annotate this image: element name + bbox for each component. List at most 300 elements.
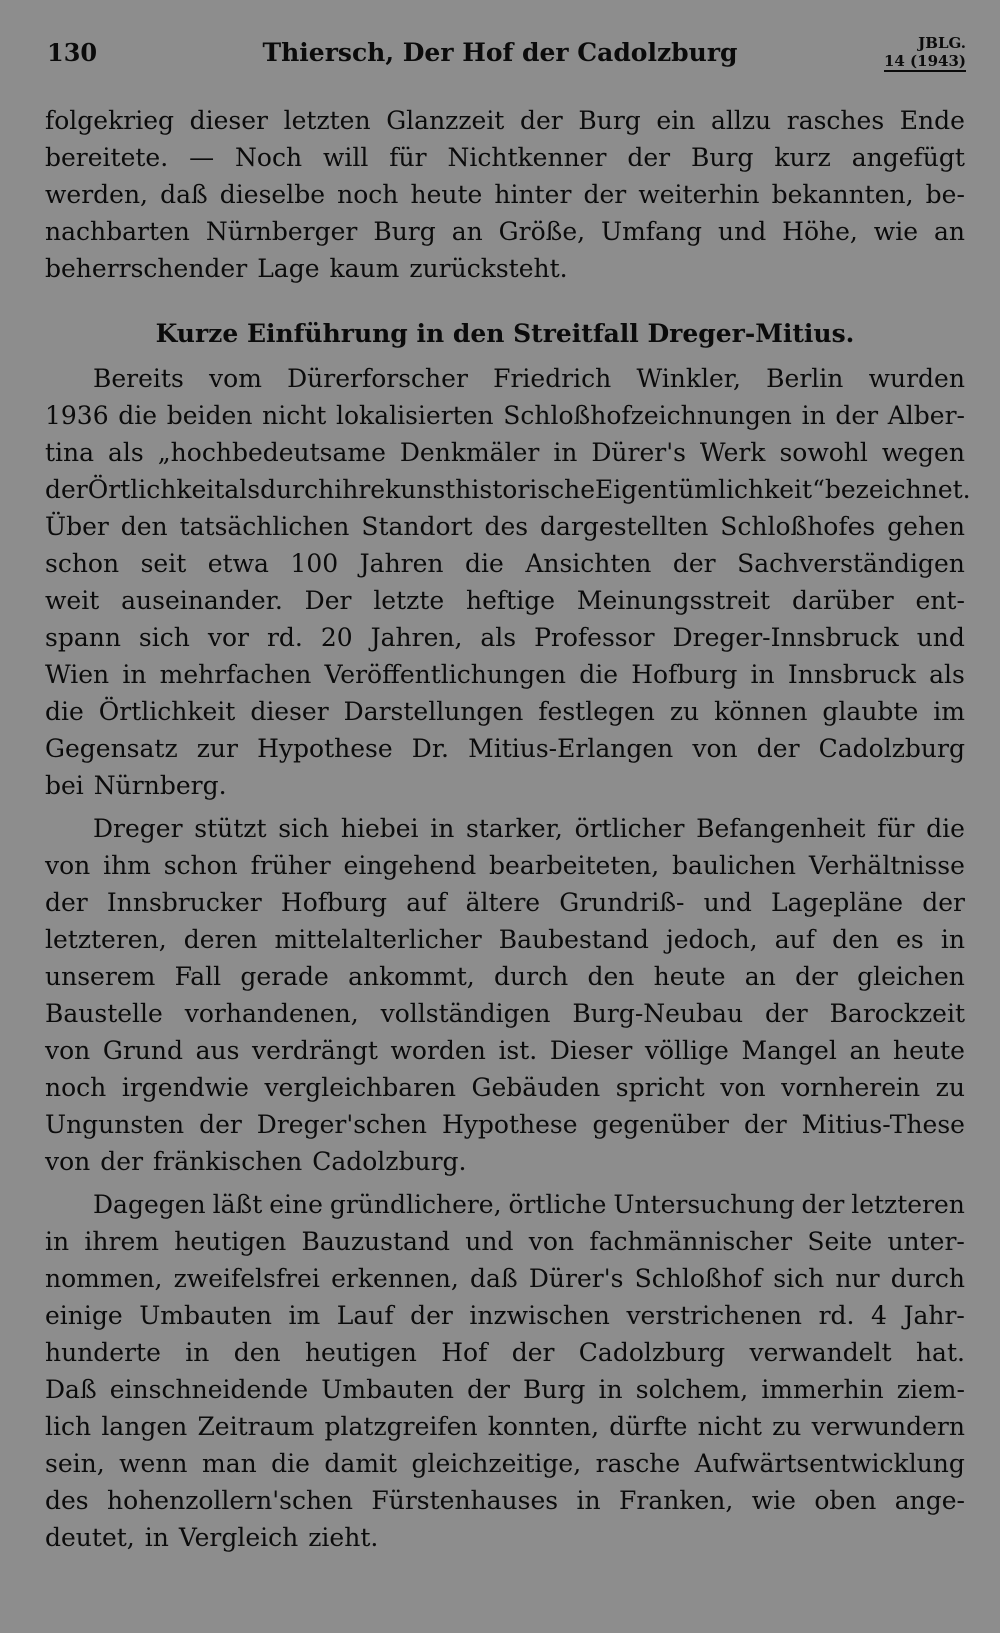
word: einschneidende xyxy=(109,1375,309,1404)
word: gleichzeitige, xyxy=(411,1449,582,1478)
text-line xyxy=(45,810,965,847)
word: der xyxy=(467,1375,510,1404)
word: des xyxy=(484,512,529,541)
word: in xyxy=(185,1338,210,1367)
word: Jahr- xyxy=(903,1301,965,1330)
word: in xyxy=(45,1227,70,1256)
word: im xyxy=(933,697,965,726)
word: beiden xyxy=(166,401,253,430)
word: Baubestand xyxy=(498,925,649,954)
word: auseinander. xyxy=(121,586,283,615)
text-line xyxy=(45,1186,965,1223)
word: glaubte xyxy=(822,697,919,726)
word: festlegen xyxy=(538,697,655,726)
word: Schloßhofzeichnungen xyxy=(503,401,792,430)
word: Der xyxy=(304,586,352,615)
word: Über xyxy=(45,512,109,541)
word: oben xyxy=(814,1486,877,1515)
text-line xyxy=(45,995,965,1032)
word: erkennen, xyxy=(331,1264,459,1293)
word: durch xyxy=(260,475,335,504)
text-line xyxy=(45,619,965,656)
word: deutet, xyxy=(45,1523,135,1552)
word: kurz xyxy=(774,143,831,172)
word: rd. xyxy=(266,623,303,652)
text-line xyxy=(45,545,965,582)
word: verstrichenen xyxy=(626,1301,803,1330)
word: Gegensatz xyxy=(45,734,178,763)
text-line xyxy=(45,1482,965,1519)
word: die xyxy=(45,697,84,726)
text-line xyxy=(45,360,965,397)
word: man xyxy=(201,1449,257,1478)
word: können xyxy=(714,697,808,726)
word: sich xyxy=(138,623,190,652)
word: Bereits xyxy=(93,364,184,393)
word: letzteren, xyxy=(45,925,167,954)
word: vollständigen xyxy=(380,999,551,1028)
word: ein xyxy=(656,106,696,135)
word: Baustelle xyxy=(45,999,163,1028)
word: Verhältnisse xyxy=(808,851,965,880)
word: und xyxy=(916,623,965,652)
text-line xyxy=(45,213,965,250)
word: zu xyxy=(669,697,700,726)
word: platzgreifen xyxy=(324,1412,478,1441)
word: sich xyxy=(278,814,330,843)
word: Daß xyxy=(45,1375,97,1404)
word: hat. xyxy=(915,1338,965,1367)
word: an xyxy=(933,217,965,246)
word: eine xyxy=(269,1190,323,1219)
word: der xyxy=(922,888,965,917)
word: starker, xyxy=(466,814,563,843)
word: Umbauten xyxy=(139,1301,272,1330)
word: be- xyxy=(925,180,965,209)
word: dürfte xyxy=(609,1412,688,1441)
word: Franken, xyxy=(619,1486,734,1515)
paragraph-4 xyxy=(45,1186,965,1556)
text-line xyxy=(45,1371,965,1408)
word: ent- xyxy=(915,586,965,615)
word: von xyxy=(528,1227,575,1256)
word: den xyxy=(120,512,168,541)
word: dargestellten xyxy=(540,512,709,541)
word: dieselbe xyxy=(219,180,326,209)
word: Wien xyxy=(45,660,110,689)
word: letzten xyxy=(283,106,371,135)
word: Dürerforscher xyxy=(287,364,468,393)
word: Gebäuden xyxy=(471,1073,601,1102)
word: die xyxy=(926,814,965,843)
word: Ende xyxy=(899,106,965,135)
word: wurden xyxy=(868,364,965,393)
word: spricht xyxy=(615,1073,705,1102)
word: Mangel xyxy=(741,1036,837,1065)
word: fachmännischer xyxy=(589,1227,793,1256)
word: Grundriß- xyxy=(559,888,685,917)
word: der xyxy=(410,1301,453,1330)
word: hunderte xyxy=(45,1338,161,1367)
word: vergleichbaren xyxy=(264,1073,456,1102)
word: heute xyxy=(893,1036,965,1065)
word: wegen xyxy=(881,438,965,467)
word: immerhin xyxy=(761,1375,884,1404)
word: Innsbruck xyxy=(787,660,916,689)
word: die xyxy=(271,1449,310,1478)
page-number: 130 xyxy=(47,38,98,67)
word: Hypothese xyxy=(441,1110,578,1139)
word: rasche xyxy=(595,1449,681,1478)
word: Vergleich xyxy=(178,1523,299,1552)
word: solchem, xyxy=(635,1375,749,1404)
word: Dürer's xyxy=(528,1264,624,1293)
word: heutigen xyxy=(174,1227,287,1256)
word: Mitius-These xyxy=(801,1110,965,1139)
text-line xyxy=(45,1445,965,1482)
word: sich xyxy=(773,1264,825,1293)
text-line xyxy=(45,1408,965,1445)
word: Standort xyxy=(361,512,473,541)
word: in xyxy=(598,1375,623,1404)
word: baulichen xyxy=(672,851,797,880)
word: jedoch, xyxy=(665,925,758,954)
word: gründlichere, xyxy=(329,1190,502,1219)
word: den xyxy=(832,925,879,954)
word: unserem xyxy=(45,962,156,991)
word: der xyxy=(795,962,838,991)
word: Cadolzburg xyxy=(578,1338,726,1367)
word: Untersuchung xyxy=(613,1190,795,1219)
text-line xyxy=(45,471,971,508)
word: Burg-Neubau xyxy=(572,999,744,1028)
paragraph-2 xyxy=(45,360,971,804)
word: der xyxy=(519,106,563,135)
word: Denkmäler xyxy=(399,438,540,467)
word: vorhandenen, xyxy=(184,999,359,1028)
word: örtliche xyxy=(508,1190,607,1219)
word: Örtlichkeit xyxy=(98,697,236,726)
word: spann xyxy=(45,623,121,652)
word: lich xyxy=(45,1412,92,1441)
text-line xyxy=(45,1106,965,1143)
word: allzu xyxy=(710,106,772,135)
word: will xyxy=(322,143,369,172)
word: Veröffentlichungen xyxy=(324,660,567,689)
word: heute xyxy=(410,180,483,209)
word: der xyxy=(764,999,808,1028)
word: etwa xyxy=(207,549,269,578)
word: Dürer's xyxy=(591,438,686,467)
word: auf xyxy=(774,925,815,954)
word: zu xyxy=(772,1412,802,1441)
word: Hypothese xyxy=(257,734,393,763)
journal-reference xyxy=(884,34,966,72)
word: ihm xyxy=(103,851,151,880)
word: Berlin xyxy=(766,364,844,393)
text-line xyxy=(45,176,965,213)
word: heftige xyxy=(466,586,556,615)
word: ziem- xyxy=(896,1375,965,1404)
word: hohenzollern'schen xyxy=(107,1486,353,1515)
word: in xyxy=(750,660,775,689)
word: nachbarten xyxy=(45,217,190,246)
word: Bauzustand xyxy=(301,1227,451,1256)
word: kaum xyxy=(329,254,400,283)
word: gegenüber xyxy=(592,1110,730,1139)
word: verwundern xyxy=(811,1412,965,1441)
word: kunsthistorische xyxy=(385,475,596,504)
word: tatsächlichen xyxy=(179,512,350,541)
word: „hochbedeutsame xyxy=(157,438,386,467)
word: Dreger-Innsbruck xyxy=(672,623,899,652)
word: beherrschender xyxy=(45,254,248,283)
word: Größe, xyxy=(498,217,586,246)
word: bezeichnet. xyxy=(824,475,971,504)
word: Jahren xyxy=(359,549,444,578)
text-line xyxy=(45,397,965,434)
word: verdrängt xyxy=(252,1036,378,1065)
word: Dreger'schen xyxy=(256,1110,428,1139)
word: Fall xyxy=(174,962,222,991)
word: nur xyxy=(835,1264,880,1293)
word: Lauf xyxy=(336,1301,394,1330)
word: Hof xyxy=(441,1338,488,1367)
text-line xyxy=(45,1334,965,1371)
word: in xyxy=(801,401,826,430)
word: Winkler, xyxy=(636,364,741,393)
word: Umbauten xyxy=(321,1375,455,1404)
word: 20 xyxy=(320,623,353,652)
text-line xyxy=(45,102,965,139)
text-line xyxy=(45,884,965,921)
word: Werk xyxy=(699,438,766,467)
word: in xyxy=(576,1486,601,1515)
word: heute xyxy=(653,962,726,991)
word: Cadolzburg xyxy=(818,734,965,763)
word: stützt xyxy=(194,814,267,843)
word: langen xyxy=(101,1412,188,1441)
word: ankommt, xyxy=(348,962,475,991)
word: noch xyxy=(45,1073,107,1102)
word: tina xyxy=(45,438,95,467)
word: der xyxy=(583,180,627,209)
word: Seite xyxy=(807,1227,873,1256)
word: die xyxy=(579,660,618,689)
word: heutigen xyxy=(304,1338,417,1367)
word: wie xyxy=(873,217,918,246)
word: Umfang xyxy=(601,217,703,246)
text-line xyxy=(45,1143,965,1180)
word: ihrem xyxy=(84,1227,159,1256)
text-line xyxy=(45,434,965,471)
word: nicht xyxy=(262,401,327,430)
word: Örtlichkeit xyxy=(87,475,225,504)
text-line xyxy=(45,958,965,995)
page-header xyxy=(0,34,1000,84)
word: der xyxy=(100,1147,144,1176)
word: Lage xyxy=(257,254,320,283)
word: an xyxy=(744,962,776,991)
text-line xyxy=(45,693,965,730)
word: unter- xyxy=(887,1227,965,1256)
word: Dreger xyxy=(93,814,183,843)
word: zurücksteht. xyxy=(409,254,568,283)
word: Ungunsten xyxy=(45,1110,185,1139)
word: an xyxy=(849,1036,881,1065)
word: in xyxy=(122,660,147,689)
text-line xyxy=(45,1032,965,1069)
word: den xyxy=(587,962,635,991)
word: Sachverständigen xyxy=(737,549,965,578)
word: hinter xyxy=(494,180,572,209)
word: vor xyxy=(207,623,249,652)
text-line xyxy=(45,1260,965,1297)
word: an xyxy=(451,217,483,246)
word: gerade xyxy=(240,962,329,991)
word: dieser xyxy=(189,106,268,135)
word: auf xyxy=(406,888,447,917)
word: Burg xyxy=(578,106,641,135)
word: durch xyxy=(494,962,569,991)
word: Noch xyxy=(235,143,303,172)
word: der xyxy=(199,1110,242,1139)
word: Grund xyxy=(102,1036,184,1065)
word: deren xyxy=(183,925,258,954)
word: daß xyxy=(160,180,208,209)
word: rd. xyxy=(818,1301,855,1330)
word: rasches xyxy=(786,106,885,135)
word: in xyxy=(553,438,578,467)
word: Barockzeit xyxy=(829,999,965,1028)
word: zur xyxy=(196,734,238,763)
word: konnten, xyxy=(487,1412,600,1441)
word: Nürnberger xyxy=(205,217,358,246)
word: im xyxy=(288,1301,321,1330)
word: Eigentümlichkeit“ xyxy=(595,475,825,504)
word: zweifelsfrei xyxy=(173,1264,320,1293)
word: zieht. xyxy=(308,1523,379,1552)
word: Zeitraum xyxy=(197,1412,315,1441)
word: es xyxy=(896,925,924,954)
word: 1936 xyxy=(45,401,109,430)
word: die xyxy=(118,401,158,430)
text-line xyxy=(45,1297,965,1334)
word: der xyxy=(756,734,800,763)
word: für xyxy=(389,143,427,172)
word: von xyxy=(45,1036,91,1065)
word: einige xyxy=(45,1301,123,1330)
text-line xyxy=(45,582,965,619)
word: zu xyxy=(935,1073,965,1102)
text-line xyxy=(45,1519,965,1556)
word: seit xyxy=(140,549,187,578)
word: als xyxy=(929,660,965,689)
word: des xyxy=(45,1486,89,1515)
word: und xyxy=(703,888,752,917)
word: — xyxy=(189,143,215,172)
word: hiebei xyxy=(340,814,419,843)
word: ihre xyxy=(334,475,386,504)
word: von xyxy=(45,1147,91,1176)
word: von xyxy=(692,734,738,763)
text-line xyxy=(45,730,965,767)
word: ange- xyxy=(894,1486,965,1515)
word: von xyxy=(45,851,91,880)
word: Ansichten xyxy=(525,549,652,578)
word: Dr. xyxy=(411,734,449,763)
word: für xyxy=(877,814,915,843)
word: inzwischen xyxy=(469,1301,610,1330)
word: angefügt xyxy=(851,143,965,172)
word: Darstellungen xyxy=(343,697,524,726)
word: bekannten, xyxy=(771,180,914,209)
word: in xyxy=(144,1523,169,1552)
word: wenn xyxy=(119,1449,188,1478)
text-line xyxy=(45,1069,965,1106)
word: Professor xyxy=(534,623,655,652)
word: örtlicher xyxy=(574,814,685,843)
word: ältere xyxy=(465,888,541,917)
word: weiterhin xyxy=(638,180,760,209)
word: Fürstenhauses xyxy=(371,1486,559,1515)
text-line xyxy=(45,656,965,693)
word: Dagegen xyxy=(93,1190,206,1219)
word: den xyxy=(233,1338,281,1367)
word: Schloßhof xyxy=(634,1264,763,1293)
word: die xyxy=(465,549,504,578)
word: dieser xyxy=(250,697,329,726)
word: werden, xyxy=(45,180,148,209)
paragraph-3 xyxy=(45,810,965,1180)
word: als xyxy=(224,475,261,504)
word: Burg xyxy=(523,1375,586,1404)
word: irgendwie xyxy=(121,1073,249,1102)
word: Innsbrucker xyxy=(106,888,262,917)
word: nicht xyxy=(697,1412,762,1441)
word: weit xyxy=(45,586,100,615)
word: aus xyxy=(195,1036,240,1065)
text-line xyxy=(45,1223,965,1260)
word: der xyxy=(801,1190,845,1219)
word: und xyxy=(465,1227,514,1256)
word: bei xyxy=(45,771,84,800)
word: schon xyxy=(45,549,120,578)
word: gleichen xyxy=(857,962,965,991)
word: gehen xyxy=(887,512,965,541)
word: Glanzzeit xyxy=(386,106,505,135)
word: in xyxy=(940,925,965,954)
word: Dieser xyxy=(549,1036,633,1065)
word: als xyxy=(480,623,517,652)
journal-issue: 14 (1943) xyxy=(883,52,966,70)
word: nommen, xyxy=(45,1264,163,1293)
journal-abbreviation: JBLG. xyxy=(918,34,966,52)
word: Nürnberg. xyxy=(93,771,227,800)
word: Nichtkenner xyxy=(447,143,607,172)
word: der xyxy=(672,549,716,578)
word: folgekrieg xyxy=(45,106,174,135)
word: der xyxy=(511,1338,555,1367)
word: Friedrich xyxy=(493,364,612,393)
word: sowohl xyxy=(779,438,868,467)
word: und xyxy=(718,217,767,246)
word: lokalisierten xyxy=(336,401,494,430)
word: Lagepläne xyxy=(770,888,904,917)
word: von xyxy=(720,1073,766,1102)
word: letzteren xyxy=(851,1190,965,1219)
word: vornherein xyxy=(781,1073,921,1102)
